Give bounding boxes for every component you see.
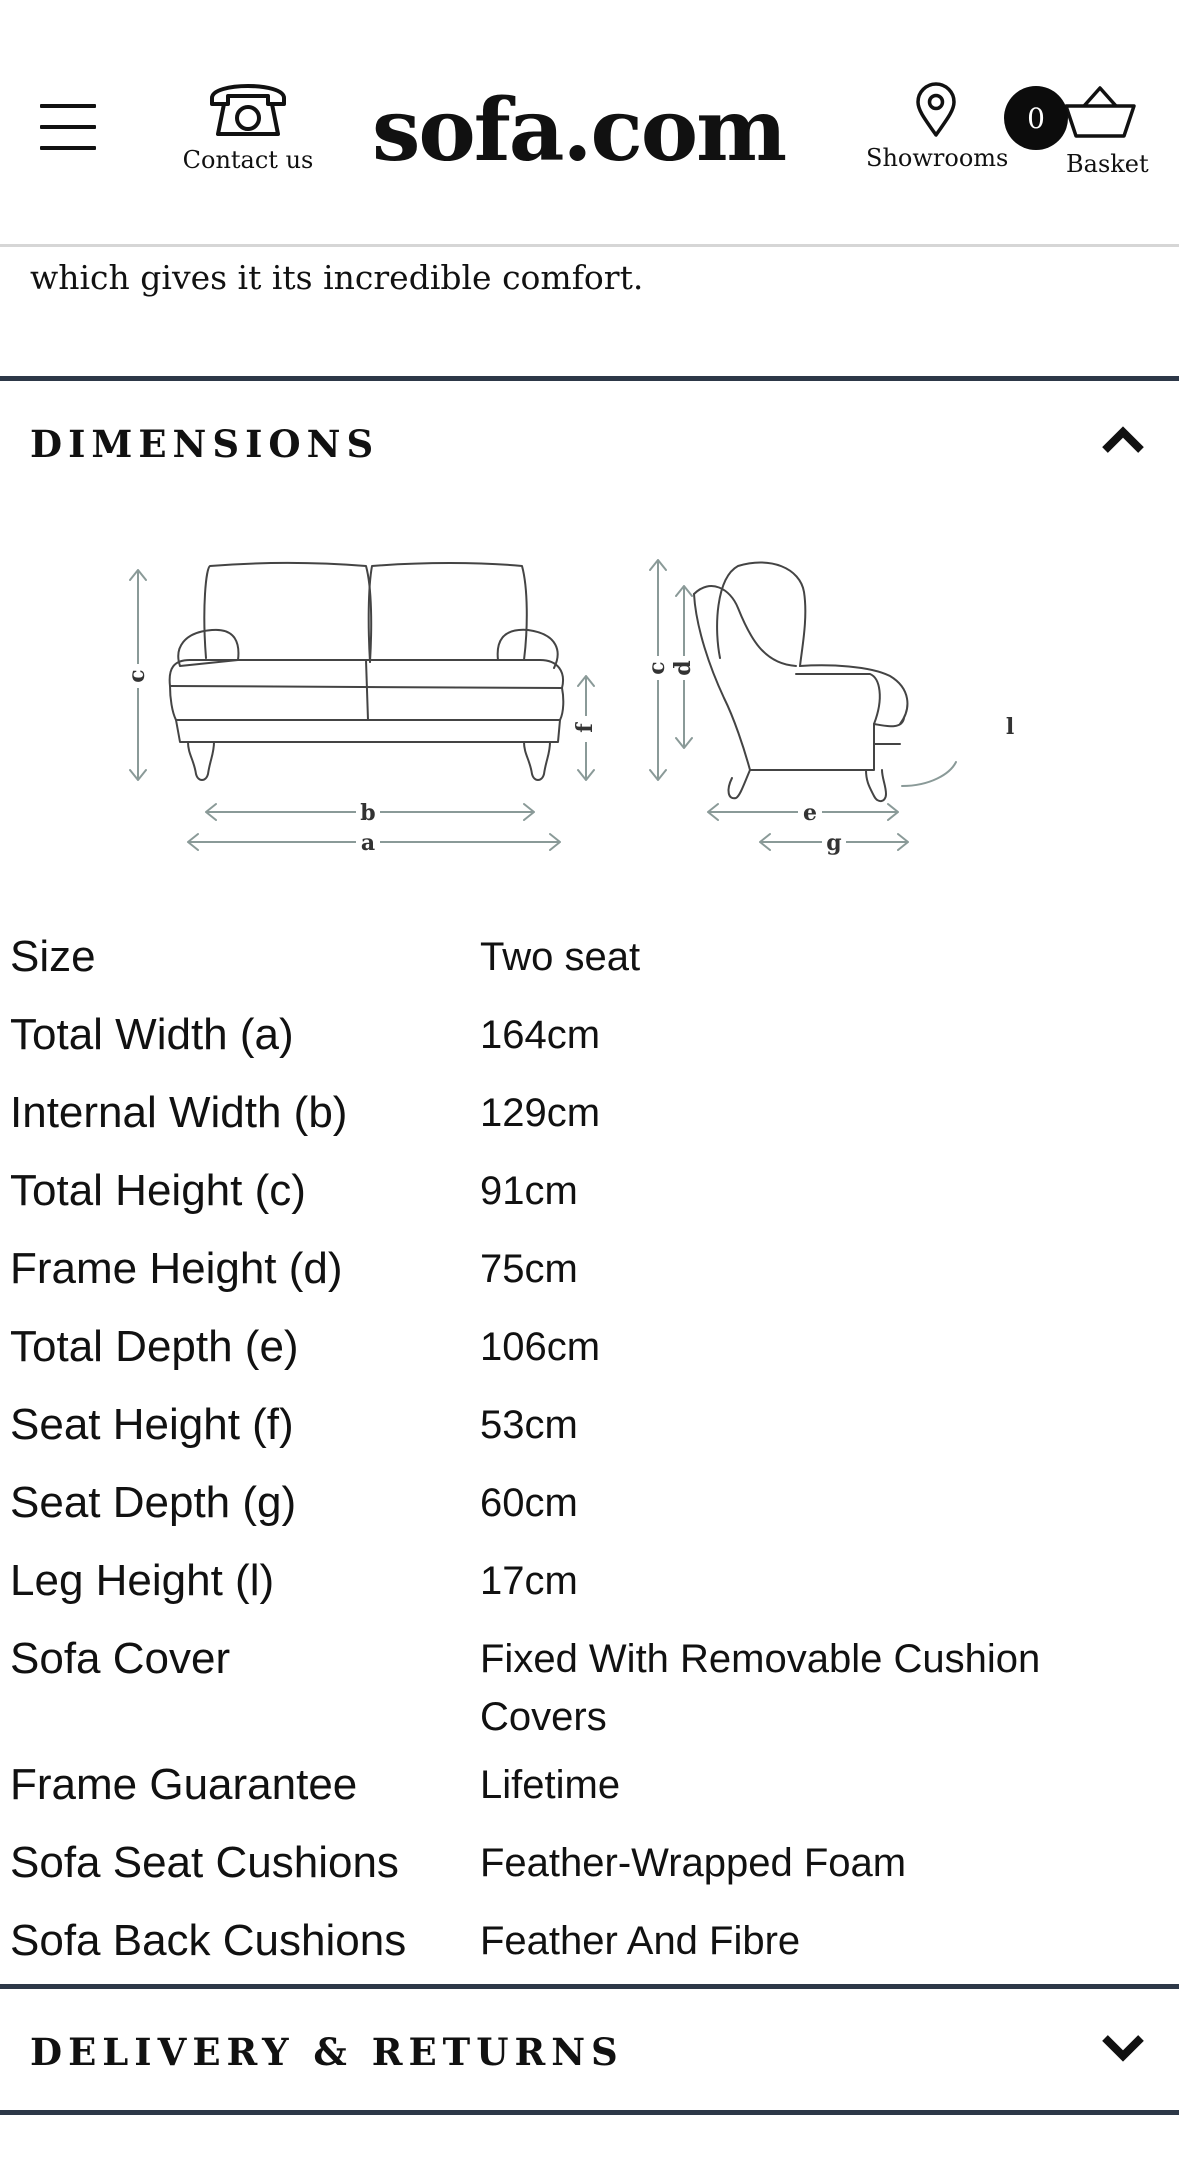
- spec-value: Lifetime: [480, 1763, 621, 1807]
- spec-row: [10, 1152, 1170, 1230]
- spec-label: Leg Height (l): [10, 1556, 275, 1605]
- spec-row: [10, 996, 1170, 1074]
- spec-label: Internal Width (b): [10, 1088, 348, 1137]
- spec-label: Total Height (c): [10, 1166, 306, 1215]
- contact-us-label: Contact us: [182, 146, 314, 174]
- dimensions-title: DIMENSIONS: [30, 422, 380, 466]
- delivery-returns-title: DELIVERY & RETURNS: [30, 2030, 624, 2074]
- telephone-icon: [206, 76, 290, 140]
- basket-label: Basket: [1066, 150, 1149, 178]
- spec-value: 75cm: [480, 1247, 578, 1291]
- spec-label: Seat Depth (g): [10, 1478, 297, 1527]
- showrooms-label: Showrooms: [866, 144, 1009, 172]
- spec-row: [10, 1824, 1170, 1902]
- spec-value: 53cm: [480, 1403, 578, 1447]
- site-header: [0, 0, 1179, 247]
- spec-value: Feather-Wrapped Foam: [480, 1841, 907, 1885]
- basket-count-badge: 0: [1004, 86, 1068, 150]
- spec-value: 106cm: [480, 1325, 601, 1369]
- site-logo[interactable]: sofa.com: [372, 80, 786, 181]
- spec-row: [10, 1308, 1170, 1386]
- description-text: which gives it its incredible comfort.: [30, 258, 644, 297]
- spec-row: [10, 1746, 1170, 1824]
- spec-value: 164cm: [480, 1013, 601, 1057]
- label-front-height: c: [124, 669, 150, 683]
- showrooms-link[interactable]: [866, 82, 1009, 172]
- spec-label: Size: [10, 932, 96, 981]
- basket-icon: [1062, 84, 1138, 140]
- spec-row: [10, 1542, 1170, 1620]
- hamburger-icon: [40, 104, 96, 108]
- spec-value: 91cm: [480, 1169, 578, 1213]
- spec-value: Two seat: [480, 935, 641, 979]
- chevron-up-icon: [1101, 424, 1145, 454]
- spec-row: [10, 1230, 1170, 1308]
- spec-label: Sofa Seat Cushions: [10, 1838, 399, 1887]
- spec-label: Seat Height (f): [10, 1400, 294, 1449]
- map-pin-icon: [914, 82, 958, 138]
- dimensions-accordion-header[interactable]: [0, 382, 1179, 502]
- menu-button[interactable]: [40, 104, 96, 150]
- spec-value: 129cm: [480, 1091, 601, 1135]
- spec-label: Total Width (a): [10, 1010, 294, 1059]
- label-front-inner-width: b: [360, 800, 376, 826]
- spec-value: Feather And Fibre: [480, 1919, 801, 1963]
- spec-value: 60cm: [480, 1481, 578, 1525]
- label-front-seat-height: f: [572, 723, 598, 733]
- section-divider: [0, 376, 1179, 381]
- dimensions-spec-table: [10, 918, 1170, 1980]
- spec-row: [10, 1386, 1170, 1464]
- spec-label: Sofa Back Cushions: [10, 1916, 407, 1965]
- spec-row: [10, 1074, 1170, 1152]
- spec-value: Fixed With Removable Cushion Covers: [480, 1637, 1041, 1739]
- sofa-dimensions-diagram: [110, 548, 1050, 868]
- label-side-total-height: c: [644, 661, 670, 675]
- spec-label: Sofa Cover: [10, 1634, 231, 1683]
- label-side-total-depth: e: [803, 800, 817, 826]
- contact-us-link[interactable]: [178, 76, 318, 174]
- spec-row: [10, 1464, 1170, 1542]
- delivery-returns-accordion-header[interactable]: [0, 1990, 1179, 2110]
- label-side-frame-height: d: [670, 660, 696, 676]
- spec-value: 17cm: [480, 1559, 578, 1603]
- label-front-total-width: a: [360, 830, 376, 856]
- chevron-down-icon: [1101, 2032, 1145, 2062]
- spec-row: [10, 1620, 1170, 1746]
- basket-link[interactable]: [1004, 80, 1149, 190]
- spec-label: Frame Height (d): [10, 1244, 343, 1293]
- label-side-seat-depth: g: [826, 830, 842, 856]
- spec-label: Frame Guarantee: [10, 1760, 358, 1809]
- spec-row: [10, 1902, 1170, 1980]
- section-divider: [0, 2110, 1179, 2115]
- spec-row: [10, 918, 1170, 996]
- spec-label: Total Depth (e): [10, 1322, 299, 1371]
- label-side-leg-height: l: [1005, 714, 1015, 740]
- section-divider: [0, 1984, 1179, 1989]
